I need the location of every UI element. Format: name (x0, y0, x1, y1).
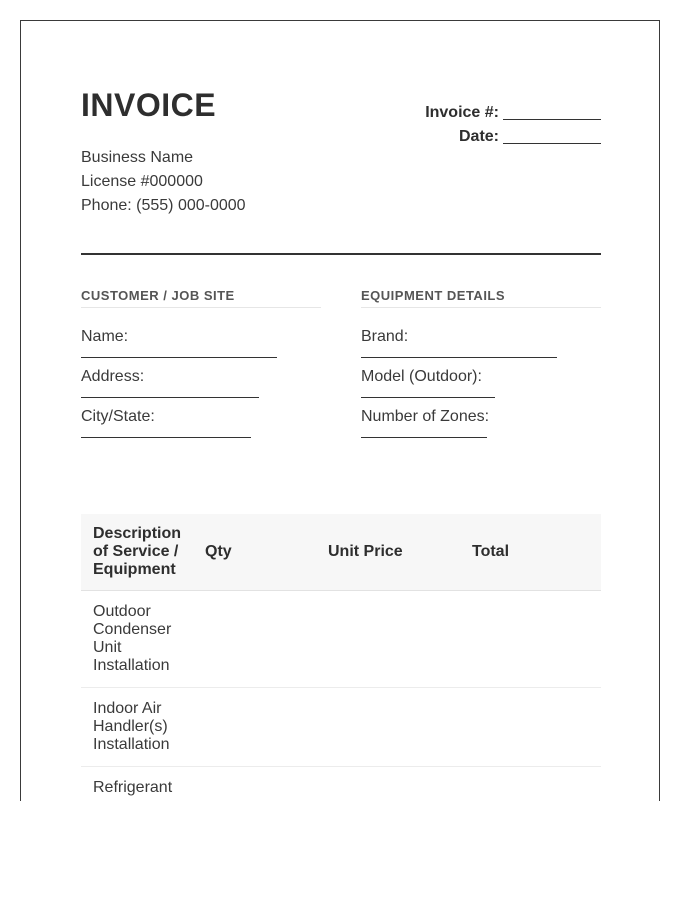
row-total[interactable] (460, 767, 601, 802)
invoice-meta (425, 99, 601, 147)
equipment-heading: EQUIPMENT DETAILS (361, 287, 601, 308)
customer-name-field (81, 325, 321, 358)
header-unit-price: Unit Price (316, 514, 460, 591)
row-description: Indoor Air Handler(s) Installation (81, 688, 193, 767)
invoice-number-label: Invoice #: (425, 104, 499, 121)
invoice-date-row (425, 123, 601, 147)
header-divider (81, 253, 601, 255)
table-row (81, 767, 601, 802)
row-qty[interactable] (193, 591, 316, 688)
customer-city-blank[interactable] (81, 437, 251, 438)
line-items-table (81, 514, 601, 801)
row-total[interactable] (460, 591, 601, 688)
row-total[interactable] (460, 688, 601, 767)
equipment-zones-blank[interactable] (361, 437, 487, 438)
invoice-number-row (425, 99, 601, 123)
business-info (81, 146, 246, 218)
equipment-brand-label: Brand: (361, 328, 409, 345)
customer-heading: CUSTOMER / JOB SITE (81, 287, 321, 308)
equipment-model-label: Model (Outdoor): (361, 368, 482, 385)
row-qty[interactable] (193, 688, 316, 767)
invoice-date-label: Date: (458, 128, 499, 145)
business-name: Business Name (81, 149, 194, 166)
equipment-model-field (361, 365, 601, 398)
equipment-zones-label: Number of Zones: (361, 408, 490, 425)
header-total: Total (460, 514, 601, 591)
table-row (81, 688, 601, 767)
customer-address-field (81, 365, 321, 398)
header-qty: Qty (193, 514, 316, 591)
customer-city-label: City/State: (81, 408, 155, 425)
equipment-section (361, 287, 601, 438)
table-header-row (81, 514, 601, 591)
row-description: Outdoor Condenser Unit Installation (81, 591, 193, 688)
invoice-date-blank[interactable] (503, 129, 601, 144)
row-unit-price[interactable] (316, 767, 460, 802)
customer-section (81, 287, 321, 438)
equipment-zones-field (361, 405, 601, 438)
header-description: Description of Service / Equipment (81, 514, 193, 591)
customer-city-field (81, 405, 321, 438)
row-qty[interactable] (193, 767, 316, 802)
invoice-number-blank[interactable] (503, 105, 601, 120)
row-unit-price[interactable] (316, 688, 460, 767)
equipment-brand-field (361, 325, 601, 358)
row-description: Refrigerant (81, 767, 193, 802)
business-license: License #000000 (81, 173, 203, 190)
row-unit-price[interactable] (316, 591, 460, 688)
customer-name-label: Name: (81, 328, 129, 345)
invoice-page (20, 20, 660, 801)
business-phone: Phone: (555) 000-0000 (81, 197, 246, 214)
table-row (81, 591, 601, 688)
invoice-title: INVOICE (81, 87, 217, 123)
customer-address-label: Address: (81, 368, 145, 385)
